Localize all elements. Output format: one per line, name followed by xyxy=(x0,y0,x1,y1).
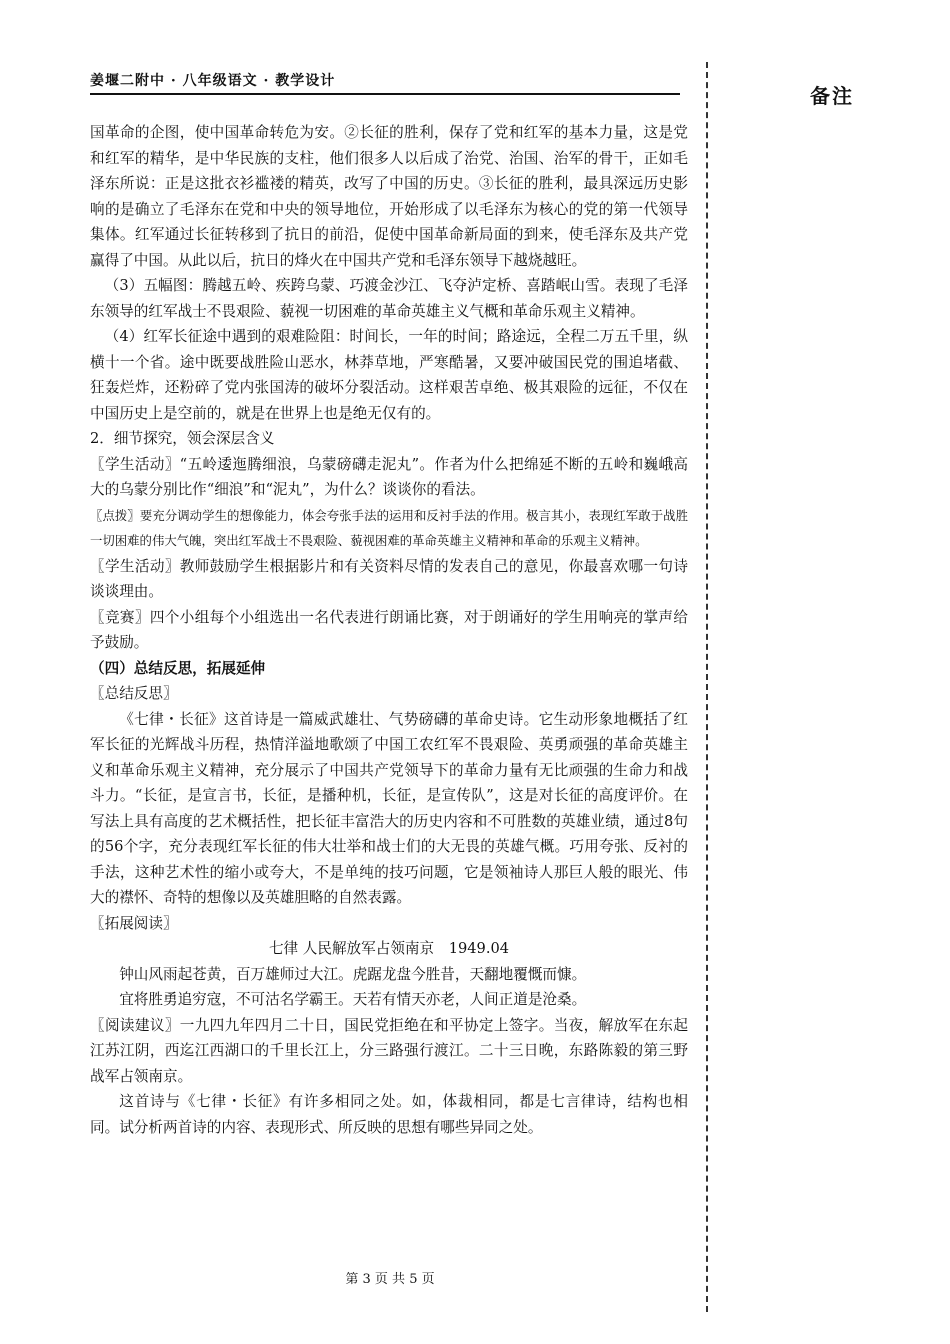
section-heading-summary: （四）总结反思，拓展延伸 xyxy=(90,659,266,677)
paragraph-comparison: 这首诗与《七律・长征》有许多相同之处。如，体裁相同，都是七言律诗，结构也相同。试分析两首诗的内容、表现形式、所反映的思想有哪些异同之处。 xyxy=(90,1093,688,1136)
document-header: 姜堰二附中 · 八年级语文 · 教学设计 xyxy=(90,70,680,95)
paragraph-summary: 《七律・长征》这首诗是一篇威武雄壮、气势磅礴的革命史诗。它生动形象地概括了红军长征的光辉战斗历程，热情洋溢地歌颂了中国工农红军不畏艰险、英勇顽强的革命英雄主义和革命乐观主义精神，充分展示了中国共产党领导下的革命力量有无比顽强的生命力和战斗力。“长征，是宣言书，长征，是播种机，长征，是宣传队”，这是对长征的高度评价。在写法上具有高度的艺术概括性，把长征丰富浩大的历史内容和不可胜数的英雄业绩，通过8句的56个字，充分表现红军长征的伟大壮举和战士们的大无畏的英雄气概。巧用夸张、反衬的手法，这种艺术性的缩小或夸大，不是单纯的技巧问题，它是领袖诗人那巨人般的眼光、伟大的襟怀、奇特的想像以及英雄胆略的自然表露。 xyxy=(90,710,688,906)
paragraph-hardships: （4）红军长征途中遇到的艰难险阻：时间长，一年的时间；路途远，全程二万五千里，纵横十一个省。途中既要战胜险山恶水，林莽草地，严寒酷暑，又要冲破国民党的围追堵截、狂轰烂炸，还粉碎了党内张国涛的破坏分裂活动。这样艰苦卓绝、极其艰险的远征，不仅在中国历史上是空前的，就是在世界上也是绝无仅有的。 xyxy=(90,328,688,422)
paragraph-guidance: 〖点拨〗要充分调动学生的想像能力，体会夸张手法的运用和反衬手法的作用。极言其小，表现红军敢于战胜一切困难的伟大气魄，突出红军战士不畏艰险、藐视困难的革命英雄主义精神和革命的乐观主义精神。 xyxy=(90,507,688,548)
paragraph-long-march-significance: 国革命的企图，使中国革命转危为安。②长征的胜利，保存了党和红军的基本力量，这是党和红军的精华，是中华民族的支柱，他们很多人以后成了治党、治国、治军的骨干，正如毛泽东所说：正是这批衣衫褴褛的精英，改写了中国的历史。③长征的胜利，最具深远历史影响的是确立了毛泽东在党和中央的领导地位，开始形成了以毛泽东为核心的党的第一代领导集体。红军通过长征转移到了抗日的前沿，促使中国革命新局面的到来，使毛泽东及共产党赢得了中国。从此以后，抗日的烽火在中国共产党和毛泽东领导下越烧越旺。 xyxy=(90,124,688,269)
label-extended-reading: 〖拓展阅读〗 xyxy=(90,914,178,932)
main-content xyxy=(90,120,688,1140)
label-summary-reflection: 〖总结反思〗 xyxy=(90,685,178,702)
paragraph-competition: 〖竞赛〗四个小组每个小组选出一名代表进行朗诵比赛，对于朗诵好的学生用响亮的掌声给予鼓励。 xyxy=(90,608,688,651)
margin-divider xyxy=(706,62,708,1312)
paragraph-five-pictures: （3）五幅图：腾越五岭、疾跨乌蒙、巧渡金沙江、飞夺泸定桥、喜踏岷山雪。表现了毛泽东领导的红军战士不畏艰险、藐视一切困难的革命英雄主义气概和革命乐观主义精神。 xyxy=(90,277,688,320)
paragraph-student-activity-1: 〖学生活动〗“五岭逶迤腾细浪，乌蒙磅礴走泥丸”。作者为什么把绵延不断的五岭和巍峨高大的乌蒙分别比作“细浪”和“泥丸”，为什么？谈谈你的看法。 xyxy=(90,455,688,498)
poem-line-2: 宜将胜勇追穷寇，不可沽名学霸王。天若有情天亦老，人间正道是沧桑。 xyxy=(119,991,587,1008)
section-heading-detail: 2．细节探究，领会深层含义 xyxy=(90,430,275,447)
poem-title: 七律 人民解放军占领南京 1949.04 xyxy=(268,940,510,957)
notes-column-label: 备注 xyxy=(810,84,854,108)
page-number: 第 3 页 共 5 页 xyxy=(345,1272,435,1287)
paragraph-reading-advice: 〖阅读建议〗一九四九年四月二十日，国民党拒绝在和平协定上签字。当夜，解放军在东起江苏江阴，西迄江西湖口的千里长江上，分三路强行渡江。二十三日晚，东路陈毅的第三野战军占领南京。 xyxy=(90,1016,688,1085)
paragraph-student-activity-2: 〖学生活动〗教师鼓励学生根据影片和有关资料尽情的发表自己的意见，你最喜欢哪一句诗谈谈理由。 xyxy=(90,557,688,600)
poem-line-1: 钟山风雨起苍黄，百万雄师过大江。虎踞龙盘今胜昔，天翻地覆慨而慷。 xyxy=(119,965,587,983)
